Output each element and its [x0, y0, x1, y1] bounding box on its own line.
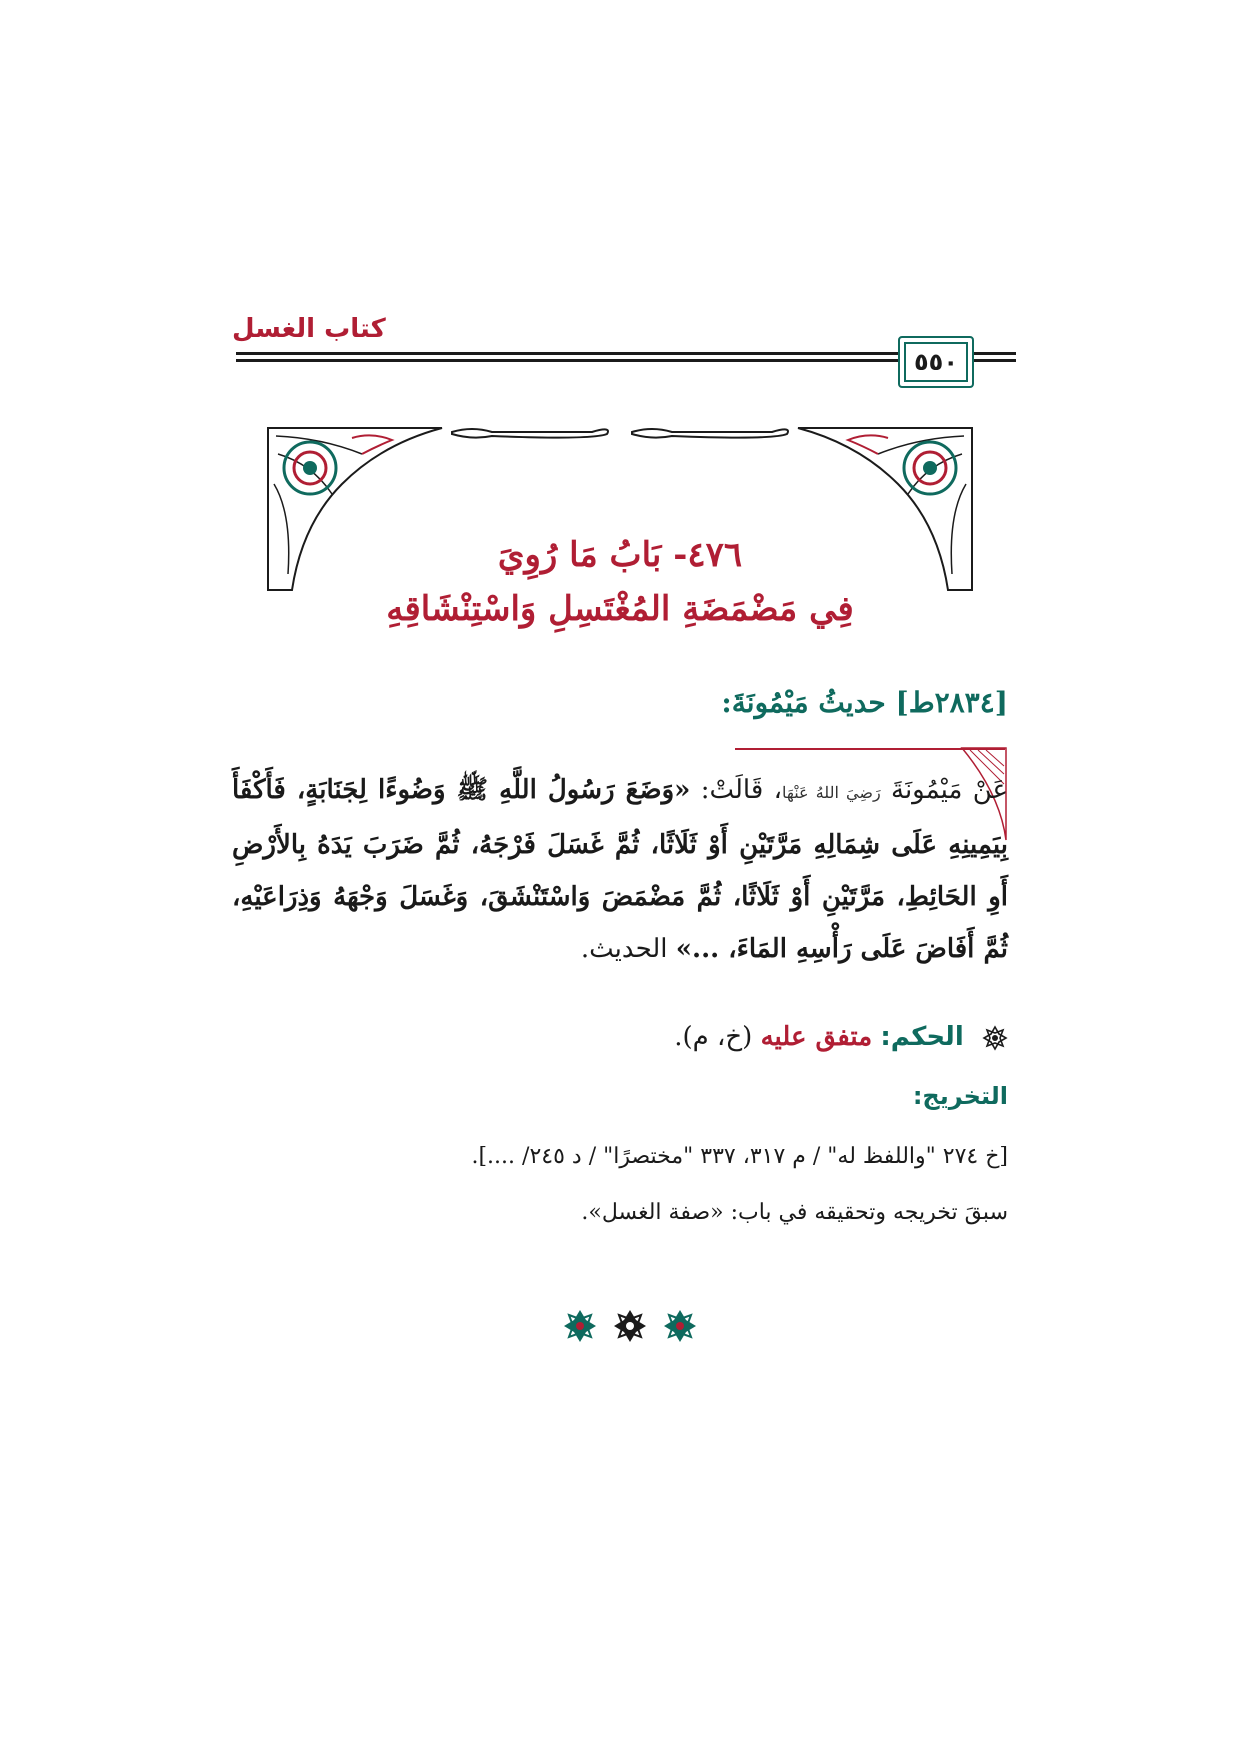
flower-icon [982, 1025, 1008, 1051]
hadith-header: [٢٨٣٤ط] حديثُ مَيْمُونَةَ: [721, 686, 1008, 719]
page-number-text: ٥٥٠ [914, 348, 958, 376]
hadith-text [232, 764, 1008, 975]
flower-icon [664, 1310, 696, 1342]
running-title: كتاب الغسل [232, 314, 386, 344]
chapter-title-line1: ٤٧٦- بَابُ مَا رُوِيَ [497, 535, 743, 575]
said-phrase: ، قَالَتْ: [700, 775, 782, 805]
ruling-line [232, 1022, 1008, 1052]
honorific: رَضِيَ اللهُ عَنْهَا [781, 783, 881, 802]
takhrij-references: [خ ٢٧٤ "واللفظ له" / م ٣١٧، ٣٣٧ "مختصرًا" / د ٢٤٥/ ....]. [471, 1144, 1008, 1169]
ruling-value: متفق عليه [760, 1022, 873, 1052]
takhrij-label: التخريج: [912, 1082, 1008, 1110]
ruling-label: الحكم: [880, 1022, 964, 1052]
page-number [898, 336, 974, 388]
narrator-intro: عَنْ مَيْمُونَةَ [891, 775, 1009, 805]
ruling-sources: (خ، م). [674, 1022, 753, 1052]
hadith-quote: «وَضَعَ رَسُولُ اللَّهِ ﷺ وَضُوءًا لِجَنَابَةٍ، فَأَكْفَأَ بِيَمِينِهِ عَلَى شِمَالِهِ مَرَّتَيْنِ أَوْ ثَلَاثًا، ثُمَّ غَسَلَ فَرْجَهُ، ثُمَّ ضَرَبَ يَدَهُ بِالأَرْضِ أَوِ الحَائِطِ، مَرَّتَيْنِ أَوْ ثَلَاثًا، ثُمَّ مَضْمَضَ وَاسْتَنْشَقَ، وَغَسَلَ وَجْهَهُ وَذِرَاعَيْهِ، ثُمَّ أَفَاضَ عَلَى رَأْسِهِ المَاءَ، ...» [232, 775, 1008, 964]
takhrij-note: سبقَ تخريجه وتحقيقه في باب: «صفة الغسل». [581, 1200, 1008, 1225]
hadith-ending: الحديث. [580, 934, 668, 964]
flower-icon [564, 1310, 596, 1342]
chapter-title-line2: فِي مَضْمَضَةِ المُغْتَسِلِ وَاسْتِنْشَاقِهِ [386, 589, 854, 630]
chapter-title [290, 528, 950, 637]
section-end-ornament [560, 1306, 700, 1346]
flower-icon [614, 1310, 646, 1342]
